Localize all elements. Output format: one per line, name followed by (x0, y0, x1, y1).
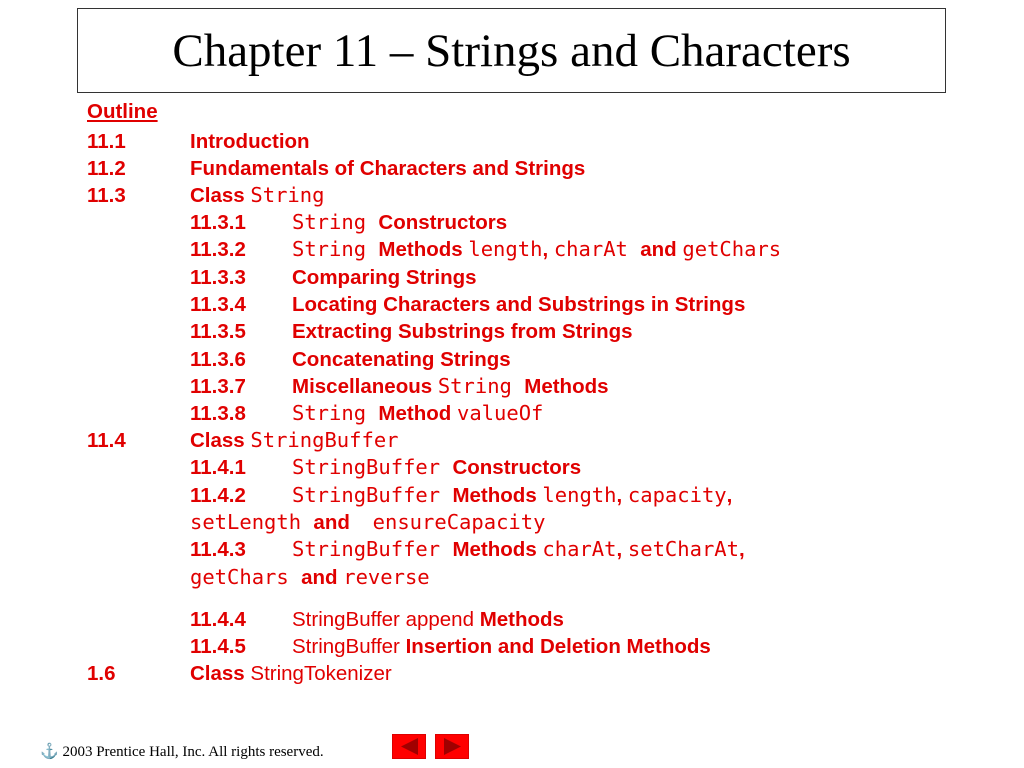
title-text: and (640, 238, 683, 261)
title-text: , (616, 484, 628, 507)
title-text: Constructors (378, 211, 508, 234)
code-text: StringBuffer (292, 537, 453, 561)
title-text: , (542, 238, 554, 261)
title-text: Methods (378, 238, 469, 261)
title-text: Introduction (190, 130, 310, 153)
section-number: 11.3 (87, 184, 126, 207)
title-text: , (738, 538, 745, 561)
section-title (292, 209, 507, 236)
section-number: 11.1 (87, 130, 126, 153)
copyright-text: 2003 Prentice Hall, Inc. All rights reserved. (62, 744, 324, 760)
code-text: length (468, 237, 543, 261)
code-text: reverse (343, 565, 430, 589)
code-text: setCharAt (627, 537, 739, 561)
code-text: StringBuffer (250, 428, 399, 452)
title-text: Insertion and Deletion Methods (405, 635, 711, 658)
next-slide-button[interactable] (435, 734, 469, 759)
section-number: 11.3.8 (190, 402, 246, 425)
code-text: StringBuffer (292, 483, 453, 507)
title-text: Concatenating Strings (292, 348, 511, 371)
section-title (292, 318, 633, 345)
section-number: 11.3.7 (190, 375, 246, 398)
code-text: String (437, 374, 525, 398)
section-title (292, 400, 543, 427)
title-text: Class (190, 184, 251, 207)
section-title (292, 291, 745, 318)
code-text: String (292, 237, 379, 261)
code-text: ensureCapacity (372, 510, 546, 534)
section-title (190, 564, 430, 591)
title-text: Fundamentals of Characters and Strings (190, 157, 586, 180)
section-number: 11.4.2 (190, 484, 246, 507)
section-title (190, 509, 545, 536)
section-title (292, 606, 564, 633)
code-text: setLength (190, 510, 314, 534)
section-number: 11.4.1 (190, 456, 246, 479)
title-text: StringTokenizer (250, 662, 392, 685)
title-text: Methods (524, 375, 609, 398)
code-text: getChars (682, 237, 782, 261)
code-text: StringBuffer (292, 455, 453, 479)
section-title (292, 373, 609, 400)
outline-heading: Outline (87, 100, 158, 123)
title-text: Comparing Strings (292, 266, 477, 289)
section-number: 1.6 (87, 662, 116, 685)
section-title (190, 155, 585, 182)
title-text: Method (378, 402, 457, 425)
section-title (292, 482, 732, 509)
title-text: and (301, 566, 344, 589)
title-text: , (726, 484, 733, 507)
section-number: 11.3.2 (190, 238, 246, 261)
title-text: Class (190, 662, 251, 685)
code-text: valueOf (456, 401, 544, 425)
section-number: 11.4.3 (190, 538, 246, 561)
title-text: Methods (479, 608, 564, 631)
section-number: 11.3.3 (190, 266, 246, 289)
title-text: Class (190, 429, 251, 452)
section-number: 11.3.4 (190, 293, 246, 316)
title-text: Methods (452, 484, 543, 507)
section-title (292, 264, 477, 291)
title-box (77, 8, 946, 93)
section-number: 11.4 (87, 429, 126, 452)
section-title (190, 128, 310, 155)
section-title (292, 346, 511, 373)
section-number: 11.2 (87, 157, 126, 180)
section-number: 11.4.4 (190, 608, 246, 631)
section-title (190, 182, 324, 209)
title-text: StringBuffer append (292, 608, 480, 631)
code-text: String (292, 210, 379, 234)
title-text: Extracting Substrings from Strings (292, 320, 633, 343)
code-text: charAt (542, 537, 617, 561)
code-text: String (292, 401, 379, 425)
slide-title: Chapter 11 – Strings and Characters (172, 24, 851, 77)
footer (40, 742, 324, 761)
section-title (292, 536, 745, 563)
section-title (190, 427, 399, 454)
section-title (292, 236, 781, 263)
triangle-left-icon (393, 735, 425, 758)
title-text: StringBuffer (292, 635, 406, 658)
section-title (292, 454, 581, 481)
title-text: , (616, 538, 628, 561)
code-text: getChars (190, 565, 302, 589)
section-number: 11.3.6 (190, 348, 246, 371)
title-text: Methods (452, 538, 543, 561)
publisher-logo-icon: ⚓ (40, 744, 59, 760)
title-text: Miscellaneous (292, 375, 438, 398)
section-title (190, 660, 392, 687)
title-text: Constructors (452, 456, 582, 479)
title-text: and (313, 511, 373, 534)
previous-slide-button[interactable] (392, 734, 426, 759)
code-text: capacity (627, 483, 727, 507)
code-text: charAt (553, 237, 641, 261)
section-number: 11.3.1 (190, 211, 246, 234)
triangle-right-icon (436, 735, 468, 758)
code-text: length (542, 483, 617, 507)
section-title (292, 633, 711, 660)
section-number: 11.4.5 (190, 635, 246, 658)
title-text: Locating Characters and Substrings in Strings (292, 293, 746, 316)
code-text: String (250, 183, 325, 207)
section-number: 11.3.5 (190, 320, 246, 343)
